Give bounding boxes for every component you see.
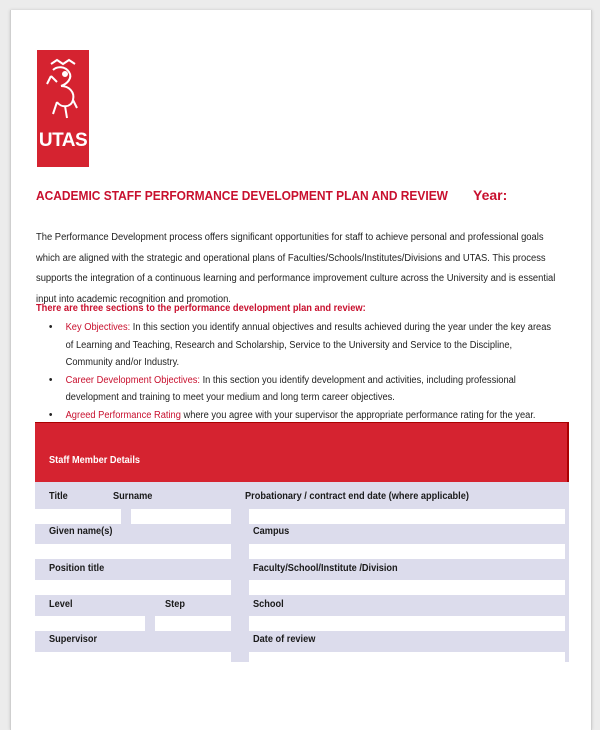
lion-crest-icon xyxy=(43,56,83,126)
section-term: Agreed Performance Rating xyxy=(65,409,181,421)
intro-paragraph: The Performance Development process offers significant opportunities for staff to achieve personal and professional goals which are aligned with the strategic and operational plans of Faculties/Schools/Institutes/Divisions and UTAS. This process supports the integration of a continuous learning and performance improvement culture across the University and is essential input into academic recognition and promotion. xyxy=(36,232,556,305)
bullet-icon: • xyxy=(48,321,53,333)
sections-heading: There are three sections to the performance development plan and review: xyxy=(36,303,366,314)
section-text: In this section you identify annual objectives and results achieved during the year under the key areas of Learning and Teaching, Research and Scholarship, Service to the University and Service to the Discipline, Community and/or Industry. xyxy=(65,322,552,368)
probation-end-date-field[interactable] xyxy=(249,509,565,524)
position-title-field[interactable] xyxy=(35,580,231,595)
bullet-icon: • xyxy=(48,408,53,421)
title-field[interactable] xyxy=(35,509,121,524)
faculty-label: Faculty/School/Institute /Division xyxy=(253,563,398,574)
supervisor-label: Supervisor xyxy=(49,634,98,645)
given-names-field[interactable] xyxy=(35,544,231,559)
staff-details-heading: Staff Member Details xyxy=(49,455,141,466)
probation-end-date-label: Probationary / contract end date (where applicable) xyxy=(245,491,469,502)
utas-logo xyxy=(37,50,89,167)
staff-details-panel xyxy=(35,422,569,662)
date-of-review-field[interactable] xyxy=(249,652,565,667)
list-item xyxy=(47,319,554,372)
level-field[interactable] xyxy=(35,616,145,631)
school-field[interactable] xyxy=(249,616,565,631)
year-label: Year: xyxy=(473,187,508,203)
step-label: Step xyxy=(165,599,185,610)
document-title: ACADEMIC STAFF PERFORMANCE DEVELOPMENT PLAN AND REVIEW xyxy=(36,188,448,203)
section-text: In this section you identify development and activities, including professional development and training to meet your medium and long term career objectives. xyxy=(65,374,516,403)
school-label: School xyxy=(253,599,284,610)
title-label: Title xyxy=(49,491,68,502)
logo-text: UTAS xyxy=(38,130,88,151)
date-of-review-label: Date of review xyxy=(253,634,316,645)
campus-field[interactable] xyxy=(249,544,565,559)
surname-field[interactable] xyxy=(131,509,231,524)
position-title-label: Position title xyxy=(49,563,105,574)
campus-label: Campus xyxy=(253,526,290,537)
list-item xyxy=(47,372,554,407)
given-names-label: Given name(s) xyxy=(49,526,113,537)
staff-details-header xyxy=(35,422,569,482)
section-term: Key Objectives: xyxy=(65,322,131,333)
level-label: Level xyxy=(49,599,73,610)
supervisor-field[interactable] xyxy=(35,652,231,667)
step-field[interactable] xyxy=(155,616,231,631)
section-text: where you agree with your supervisor the appropriate performance rating for the year. xyxy=(180,409,536,421)
document-page xyxy=(10,10,592,730)
section-term: Career Development Objectives: xyxy=(65,374,200,386)
surname-label: Surname xyxy=(113,491,153,502)
sections-list xyxy=(47,319,554,424)
faculty-field[interactable] xyxy=(249,580,565,595)
bullet-icon: • xyxy=(48,373,53,386)
